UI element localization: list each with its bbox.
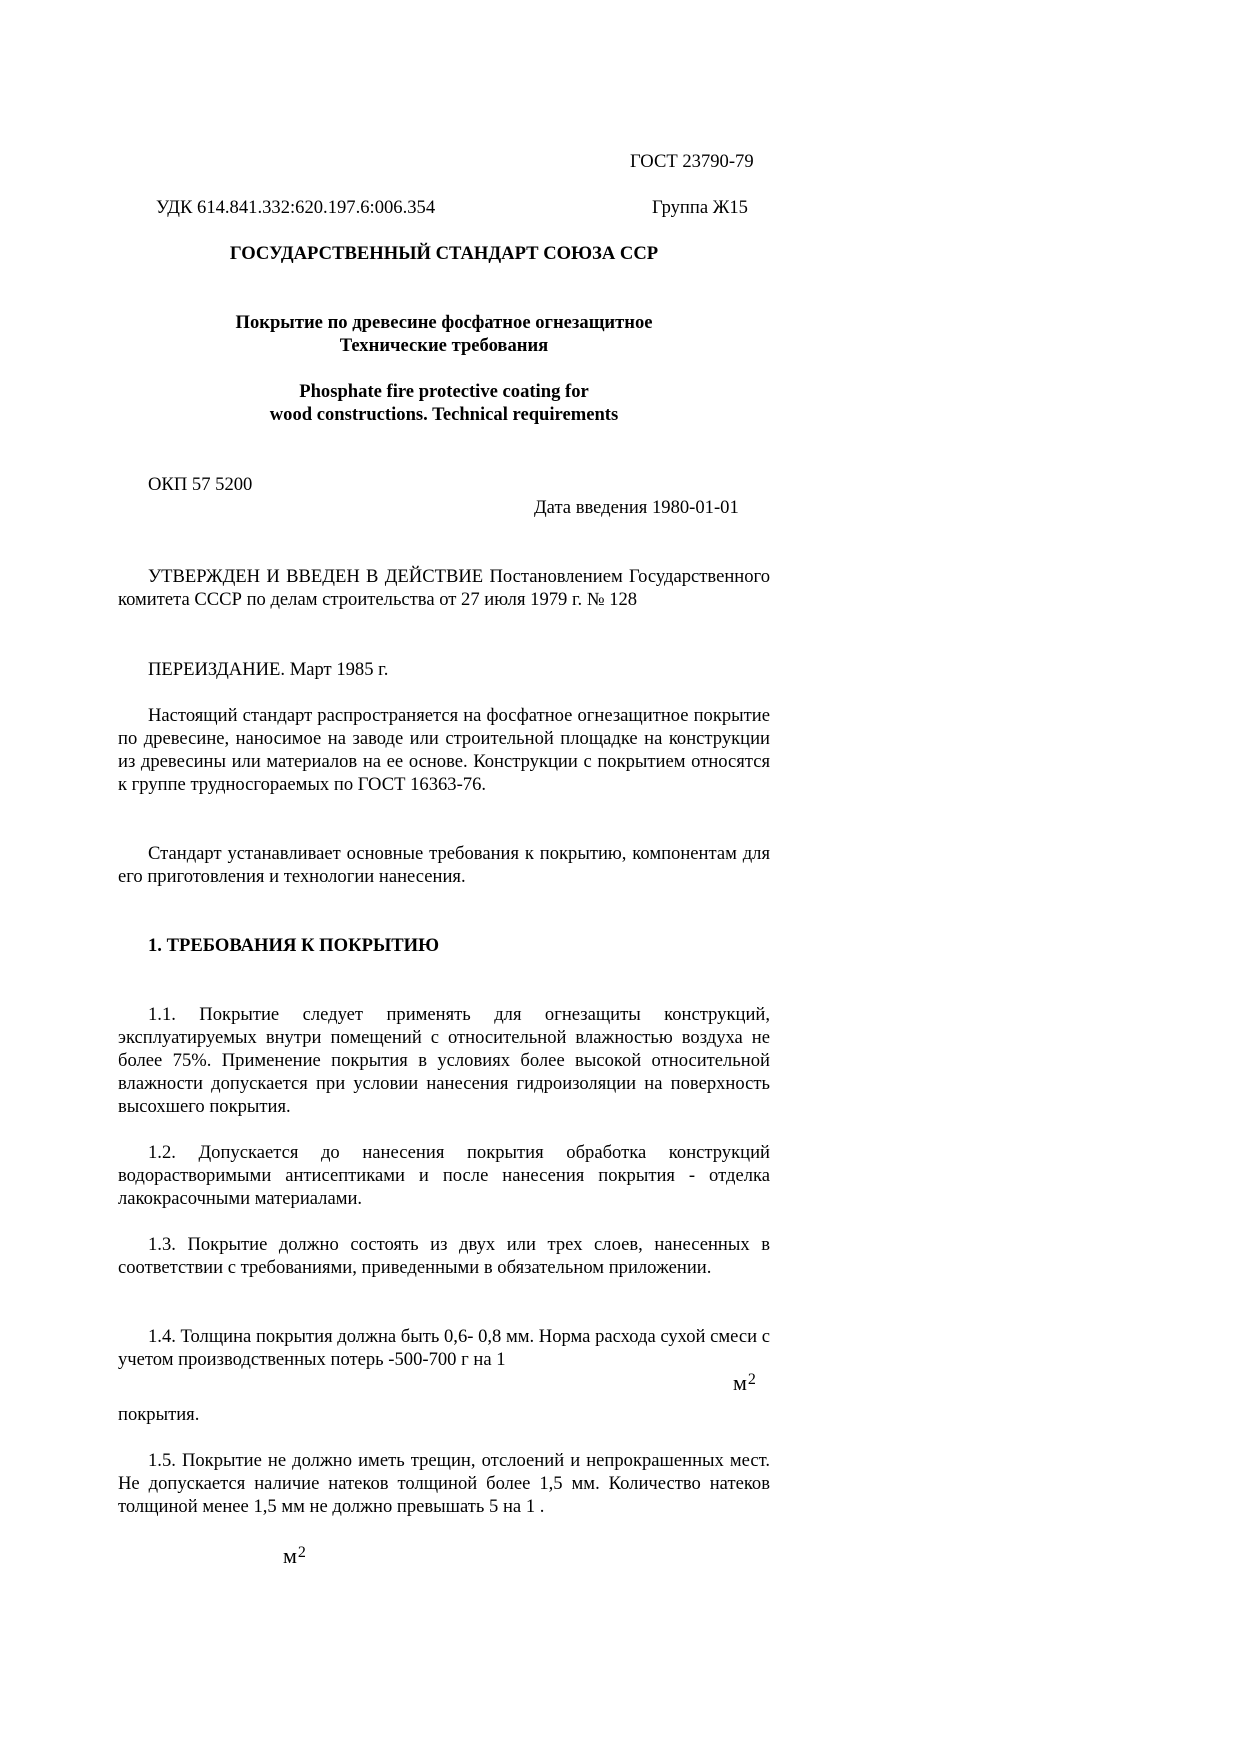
paragraph-1-5: 1.5. Покрытие не должно иметь трещин, отслоений и непрокрашенных мест. Не допускается наличие натеков толщиной более 1,5 мм. Количество натеков толщиной менее 1,5 мм не должно превышать 5 на 1 . [118, 1450, 770, 1517]
gost-number: ГОСТ 23790-79 [630, 151, 754, 172]
title-en-line2: wood constructions. Technical requirements [269, 404, 619, 425]
paragraph-1-4: 1.4. Толщина покрытия должна быть 0,6- 0,8 мм. Норма расхода сухой смеси с учетом производственных потерь -500-700 г на 1 [118, 1326, 770, 1370]
title-ru-line2: Технические требования [339, 335, 549, 356]
okp-code: ОКП 57 5200 [148, 474, 253, 495]
paragraph-1-4-unit: $м^2$ [733, 1370, 756, 1395]
section-1-heading: 1. ТРЕБОВАНИЯ К ПОКРЫТИЮ [148, 935, 439, 956]
paragraph-1-3: 1.3. Покрытие должно состоять из двух или трех слоев, нанесенных в соответствии с требованиями, приведенными в обязательном приложении. [118, 1234, 770, 1278]
paragraph-1-2: 1.2. Допускается до нанесения покрытия обработка конструкций водорастворимыми антисептиками и после нанесения покрытия - отделка лакокрасочными материалами. [118, 1142, 770, 1209]
title-en-line1: Phosphate fire protective coating for [299, 381, 589, 402]
establishes-paragraph: Стандарт устанавливает основные требования к покрытию, компонентам для его приготовления и технологии нанесения. [118, 843, 770, 887]
group-code: Группа Ж15 [652, 197, 748, 218]
paragraph-1-5-unit: $м^2$ [283, 1543, 306, 1568]
paragraph-1-1: 1.1. Покрытие следует применять для огнезащиты конструкций, эксплуатируемых внутри помещений с относительной влажностью воздуха не более 75%. Применение покрытия в условиях более высокой относительной влажности допускается при условии нанесения гидроизоляции на поверхность высохшего покрытия. [118, 1004, 770, 1117]
udk-code: УДК 614.841.332:620.197.6:006.354 [156, 197, 436, 218]
approved-paragraph: УТВЕРЖДЕН И ВВЕДЕН В ДЕЙСТВИЕ Постановлением Государственного комитета СССР по делам строительства от 27 июля 1979 г. № 128 [118, 566, 770, 610]
title-ru-line1: Покрытие по древесине фосфатное огнезащитное [235, 312, 653, 333]
intro-date: Дата введения 1980-01-01 [534, 497, 739, 518]
reissue-paragraph: ПЕРЕИЗДАНИЕ. Март 1985 г. [148, 659, 389, 680]
standard-title: ГОСУДАРСТВЕННЫЙ СТАНДАРТ СОЮЗА ССР [229, 243, 659, 264]
paragraph-1-4-end: покрытия. [118, 1404, 200, 1425]
scope-paragraph: Настоящий стандарт распространяется на фосфатное огнезащитное покрытие по древесине, наносимое на заводе или строительной площадке на конструкции из древесины или материалов на ее основе. Конструкции с покрытием относятся к группе трудносгораемых по ГОСТ 16363-76. [118, 705, 770, 795]
